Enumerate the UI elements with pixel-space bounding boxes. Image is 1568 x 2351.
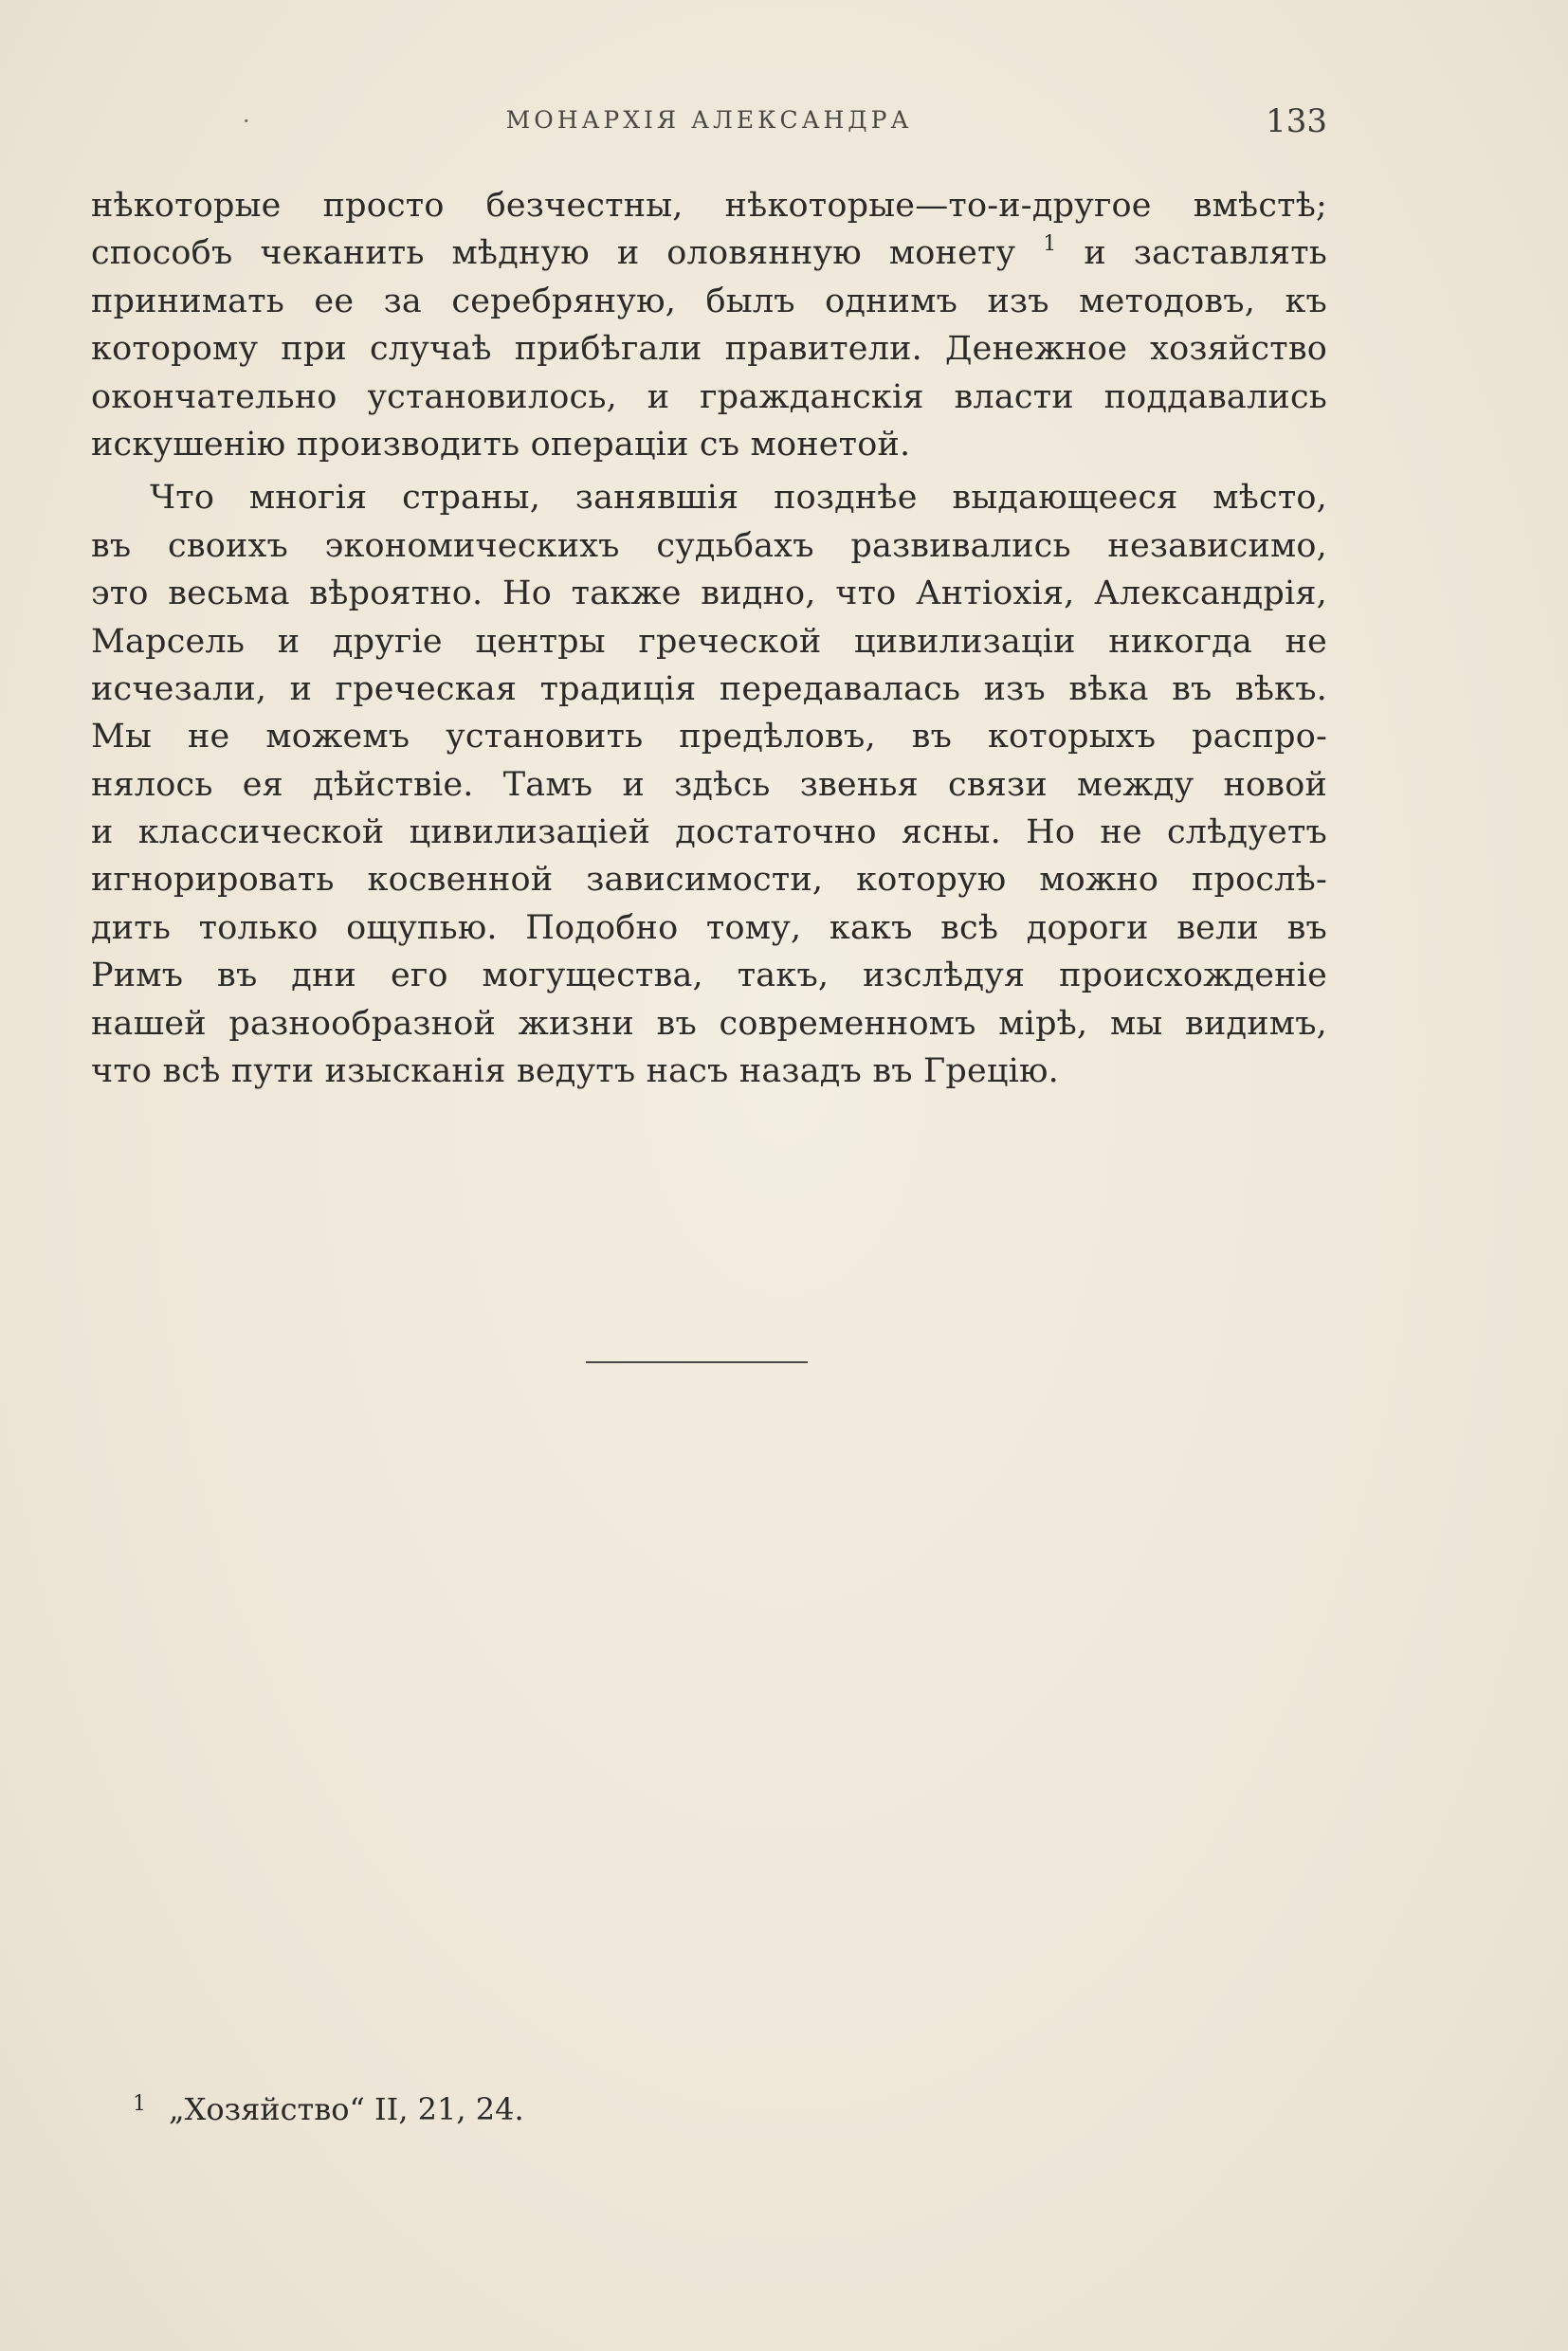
header-dot: · xyxy=(243,108,250,135)
page-header xyxy=(91,102,1327,144)
text-line: Римъ въ дни его могущества, такъ, изслѣдуя происхожденіе xyxy=(91,957,1327,995)
text-line-head: способъ чеканить мѣдную и оловянную монету xyxy=(91,234,1016,273)
text-line: окончательно установилось, и гражданскія власти поддавались xyxy=(91,377,1327,416)
running-title: МОНАРХІЯ АЛЕКСАНДРА xyxy=(505,106,913,134)
text-line: исчезали, и греческая традиція передавалась изъ вѣка въ вѣкъ. xyxy=(91,669,1327,708)
page-number: 133 xyxy=(1266,102,1327,140)
text-line: игнорировать косвенной зависимости, которую можно прослѣ- xyxy=(91,861,1327,900)
text-line: въ своихъ экономическихъ судьбахъ развивались независимо, xyxy=(91,526,1327,565)
text-line: принимать ее за серебряную, былъ однимъ изъ методовъ, къ xyxy=(91,282,1327,320)
footnote-text: „Хозяйство“ II, 21, 24. xyxy=(169,2091,524,2127)
text-line: искушенію производить операціи съ монетой. xyxy=(91,425,911,464)
section-separator-rule xyxy=(586,1361,808,1363)
paragraph-1 xyxy=(91,182,1327,468)
footnote-reference: 1 xyxy=(1043,232,1057,257)
text-line: дить только ощупью. Подобно тому, какъ всѣ дороги вели въ xyxy=(91,908,1327,947)
text-line: это весьма вѣроятно. Но также видно, что Антіохія, Александрія, xyxy=(91,574,1327,613)
text-line: и классической цивилизаціей достаточно ясны. Но не слѣдуетъ xyxy=(91,813,1327,852)
footnote-mark: 1 xyxy=(133,2092,146,2116)
text-line: Что многія страны, занявшія позднѣе выдающееся мѣсто, xyxy=(150,479,1327,518)
text-line: нѣкоторые просто безчестны, нѣкоторые—то-и-другое вмѣстѣ; xyxy=(91,187,1327,225)
text-line-with-footnote-ref xyxy=(91,229,1327,277)
paragraph-2 xyxy=(91,474,1327,1095)
footnote xyxy=(133,2082,524,2132)
text-line: что всѣ пути изысканія ведутъ насъ назадъ въ Грецію. xyxy=(91,1052,1060,1091)
text-line: Мы не можемъ установить предѣловъ, въ которыхъ распро- xyxy=(91,718,1327,756)
body-text xyxy=(91,182,1327,1095)
text-line: нялось ея дѣйствіе. Тамъ и здѣсь звенья связи между новой xyxy=(91,765,1327,804)
text-line: Марсель и другіе центры греческой цивилизаціи никогда не xyxy=(91,622,1327,661)
text-line-tail: и заставлять xyxy=(1084,234,1328,273)
text-line: которому при случаѣ прибѣгали правители. Денежное хозяйство xyxy=(91,330,1327,369)
text-line: нашей разнообразной жизни въ современномъ мірѣ, мы видимъ, xyxy=(91,1004,1327,1043)
